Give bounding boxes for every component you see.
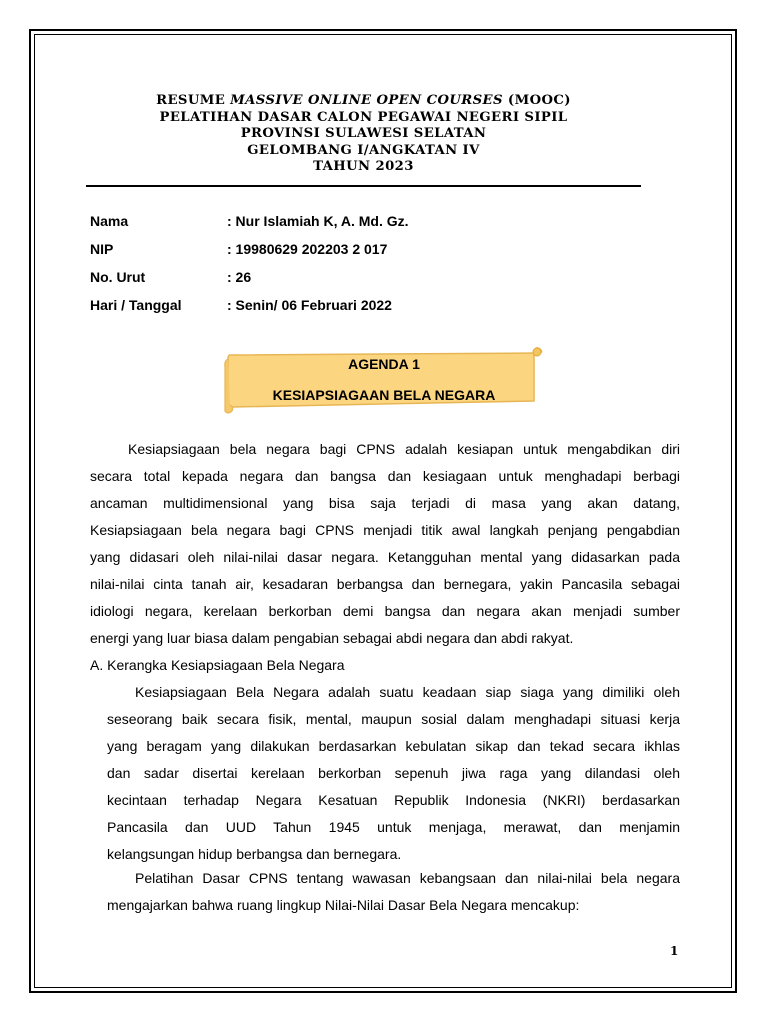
nama-label: Nama <box>90 213 129 229</box>
para2-line-2: seseorang baik secara fisik, mental, maupun sosial dalam menghadapi situasi kerja <box>107 711 680 727</box>
header-line-1b: MASSIVE ONLINE OPEN COURSES <box>230 93 503 108</box>
para1-line-1: Kesiapsiagaan bela negara bagi CPNS adalah kesiapan untuk mengabdikan diri <box>128 441 680 457</box>
para1-line-2: secara total kepada negara dan bangsa dan kesiagaan untuk menghadapi berbagi <box>90 468 680 484</box>
page-number: 1 <box>670 944 679 958</box>
para1-line-3: ancaman multidimensional yang bisa saja terjadi di masa yang akan datang, <box>90 495 680 511</box>
page-border-inner <box>34 34 732 988</box>
para1-line-5: yang didasari oleh nilai-nilai dasar negara. Ketangguhan mental yang didasarkan pada <box>90 549 680 565</box>
para1-line-7: idiologi negara, kerelaan berkorban demi bangsa dan negara akan menjadi sumber <box>90 603 680 619</box>
para1-line-4: Kesiapsiagaan bela negara bagi CPNS menjadi titik awal langkah penjang pengabdian <box>90 522 680 538</box>
agenda-title: KESIAPSIAGAAN BELA NEGARA <box>272 387 496 403</box>
para3-line-1: Pelatihan Dasar CPNS tentang wawasan kebangsaan dan nilai-nilai bela negara <box>135 870 680 886</box>
header-line-1 <box>86 93 641 110</box>
nip-value: : 19980629 202203 2 017 <box>227 241 388 257</box>
header-line-4: GELOMBANG I/ANGKATAN IV <box>247 142 480 158</box>
header-line-1c: (MOOC) <box>502 93 571 108</box>
document-header <box>86 93 641 176</box>
para2-line-1: Kesiapsiagaan Bela Negara adalah suatu keadaan siap siaga yang dimiliki oleh <box>135 684 680 700</box>
para1-line-6: nilai-nilai cinta tanah air, kesadaran berbangsa dan bernegara, yakin Pancasila sebagai <box>90 576 680 592</box>
agenda-scroll-banner <box>222 345 546 415</box>
para2-line-5: kecintaan terhadap Negara Kesatuan Republik Indonesia (NKRI) berdasarkan <box>107 792 680 808</box>
para2-line-7: kelangsungan hidup berbangsa dan bernegara. <box>107 846 402 862</box>
urut-label: No. Urut <box>90 269 146 285</box>
urut-value: : 26 <box>227 269 252 285</box>
header-divider <box>86 185 641 187</box>
tanggal-value: : Senin/ 06 Februari 2022 <box>227 297 392 313</box>
header-line-1a: RESUME <box>156 93 231 108</box>
para3-line-2: mengajarkan bahwa ruang lingkup Nilai-Nilai Dasar Bela Negara mencakup: <box>107 897 580 913</box>
header-line-5: TAHUN 2023 <box>313 159 414 175</box>
para1-line-8: energi yang luar biasa dalam pengabian sebagai abdi negara dan abdi rakyat. <box>90 630 574 646</box>
para2-line-6: Pancasila dan UUD Tahun 1945 untuk menjaga, merawat, dan menjamin <box>107 819 680 835</box>
nip-label: NIP <box>90 241 114 257</box>
para2-line-4: dan sadar disertai kerelaan berkorban sepenuh jiwa raga yang dilandasi oleh <box>107 765 680 781</box>
header-line-3: PROVINSI SULAWESI SELATAN <box>240 126 487 142</box>
para2-line-3: yang beragam yang dilakukan berdasarkan kebulatan sikap dan tekad secara ikhlas <box>107 738 680 754</box>
header-line-2: PELATIHAN DASAR CALON PEGAWAI NEGERI SIPIL <box>159 109 568 125</box>
nama-value: : Nur Islamiah K, A. Md. Gz. <box>227 213 409 229</box>
section-a-heading: A. Kerangka Kesiapsiagaan Bela Negara <box>90 657 345 673</box>
agenda-label: AGENDA 1 <box>348 356 420 372</box>
tanggal-label: Hari / Tanggal <box>90 297 182 313</box>
